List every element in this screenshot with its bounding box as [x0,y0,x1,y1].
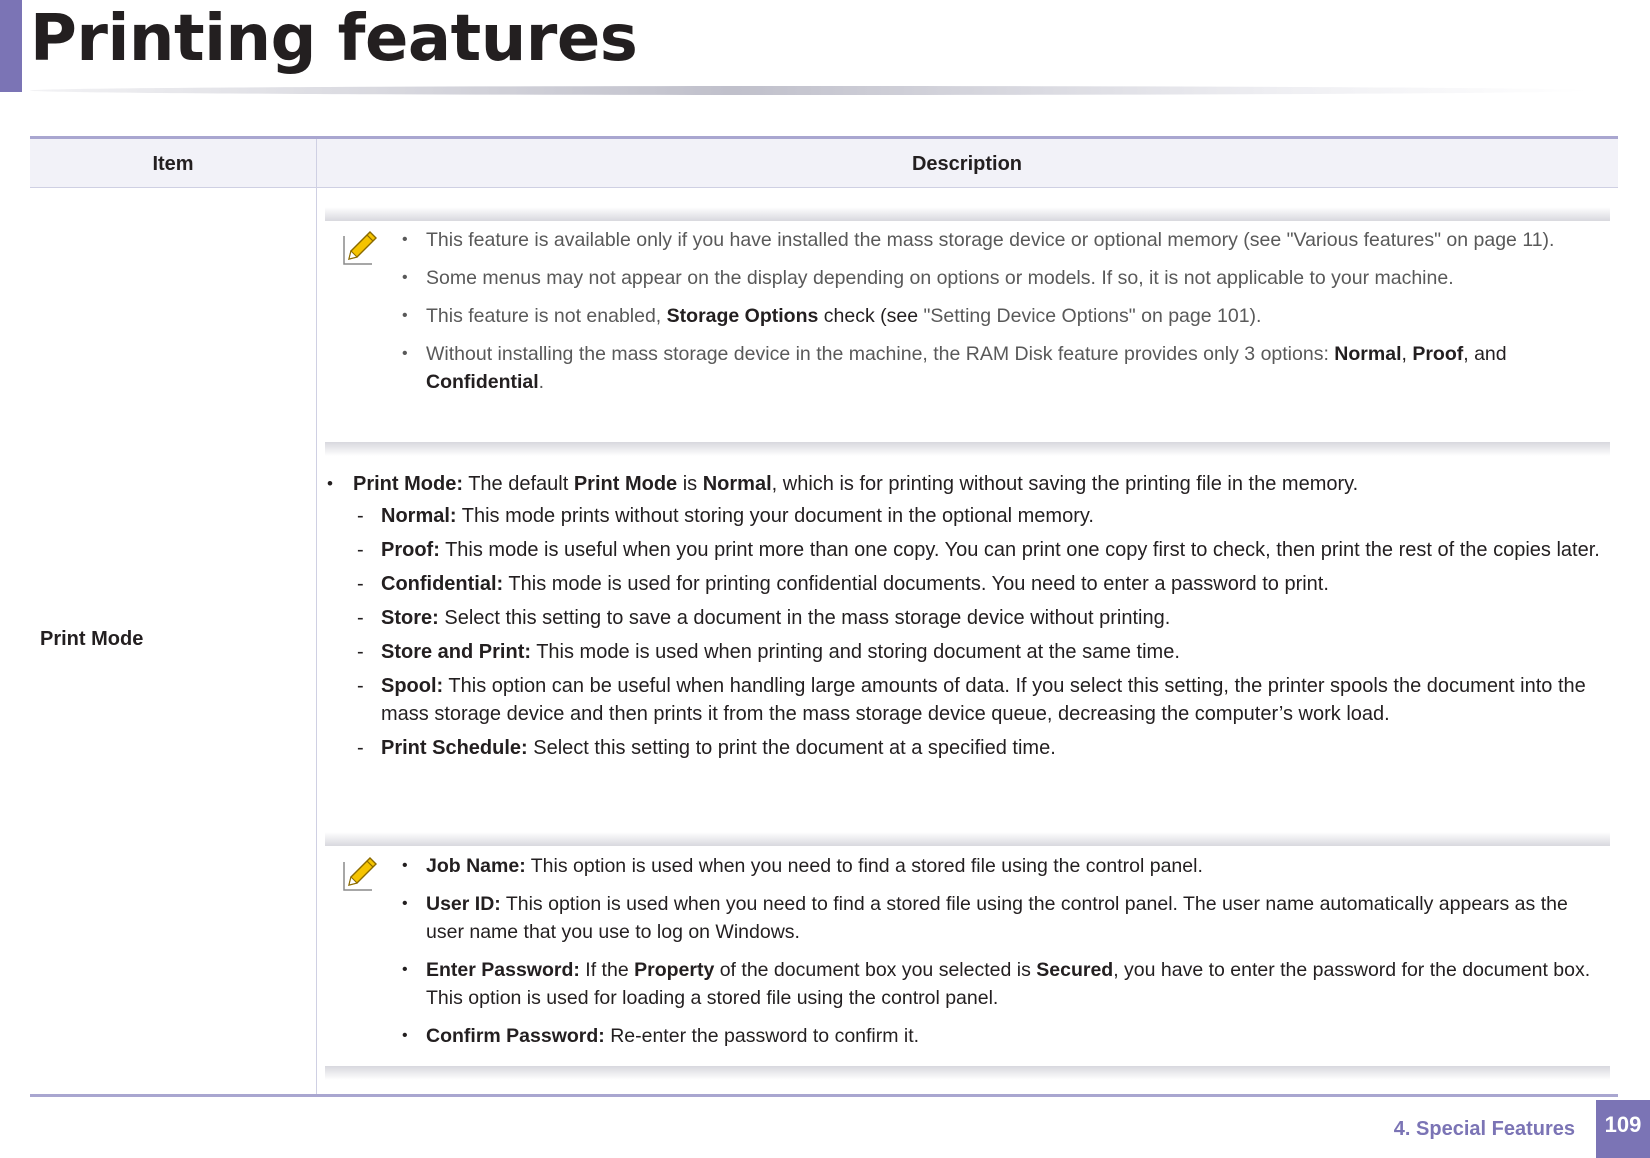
row-item-label: Print Mode [40,628,144,650]
note1-item: • This feature is not enabled, Storage Options check (see "Setting Device Options" on page 101). [400,302,1610,330]
note1-top-band [325,207,1610,221]
user-id-item: • User ID: This option is used when you need to find a stored file using the control panel. The user name automatically appears as the user name that you use to log on Windows. [400,890,1610,946]
title-rule [30,86,1590,95]
note1-item: • Without installing the mass storage device in the machine, the RAM Disk feature provides only 3 options: Normal, Proof, and Confidential. [400,340,1610,396]
note1-item: • This feature is available only if you have installed the mass storage device or optional memory (see "Various features" on page 11). [400,226,1610,254]
note2-top-band [325,832,1610,846]
storage-options-term: Storage Options [666,305,819,327]
note1-bottom-band [325,442,1610,456]
option-store-and-print: - Store and Print: This mode is used when printing and storing document at the same time. [353,638,1610,666]
note2-list [400,852,1610,1060]
print-mode-item: • Print Mode: The default Print Mode is Normal, which is for printing without saving the printing file in the memory. - Normal: This mode prints without storing your document in the optional memory. - Proof: This mode is useful when you print more than one copy. You can print one copy first to check, then print the rest of the copies later. - Confidential: This mode is used for printing confidential documents. You need to enter a password to print. - Store: Select this setting to save a document in the mass storage device without printing. - Store and Print: This mode is used when printing and storing document at the same time. - Spool: This option can be useful when handling large amounts of data. If you select this setting, the printer spools the document into the mass storage device and then prints it from the mass storage device queue, decreasing the computer’s work load. - Print Schedule: Select this setting to print the document at a specified time. [325,470,1610,762]
header-description: Description [911,153,1023,175]
option-print-schedule: - Print Schedule: Select this setting to print the document at a specified time. [353,734,1610,762]
print-mode-options [353,502,1610,762]
table-bottom-rule [30,1094,1618,1097]
confirm-password-item: • Confirm Password: Re-enter the password to confirm it. [400,1022,1610,1050]
page-number: 109 [1596,1100,1650,1158]
note2-bottom-band [325,1066,1610,1080]
job-name-item: • Job Name: This option is used when you need to find a stored file using the control panel. [400,852,1610,880]
chapter-label: 4. Special Features [1393,1118,1575,1140]
option-proof: - Proof: This mode is useful when you print more than one copy. You can print one copy first to check, then print the rest of the copies later. [353,536,1610,564]
table-header-row [30,139,1618,188]
option-store: - Store: Select this setting to save a document in the mass storage device without printing. [353,604,1610,632]
page-title: Printing features [30,2,638,76]
setting-device-options-link[interactable]: "Setting Device Options" on page 101). [923,305,1262,327]
note1-item: • Some menus may not appear on the display depending on options or models. If so, it is not applicable to your machine. [400,264,1610,292]
enter-password-item: • Enter Password: If the Property of the document box you selected is Secured, you have to enter the password for the document box. This option is used for loading a stored file using the control panel. [400,956,1610,1012]
header-item: Item [152,153,194,175]
note-pencil-icon [340,854,380,894]
option-confidential: - Confidential: This mode is used for printing confidential documents. You need to enter a password to print. [353,570,1610,598]
column-divider [316,139,317,1095]
option-normal: - Normal: This mode prints without storing your document in the optional memory. [353,502,1610,530]
print-mode-list [325,470,1610,768]
note1-list [400,226,1610,406]
page-accent-bar [0,0,22,92]
note-pencil-icon [340,228,380,268]
option-spool: - Spool: This option can be useful when handling large amounts of data. If you select this setting, the printer spools the document into the mass storage device and then prints it from the mass storage device queue, decreasing the computer’s work load. [353,672,1610,728]
